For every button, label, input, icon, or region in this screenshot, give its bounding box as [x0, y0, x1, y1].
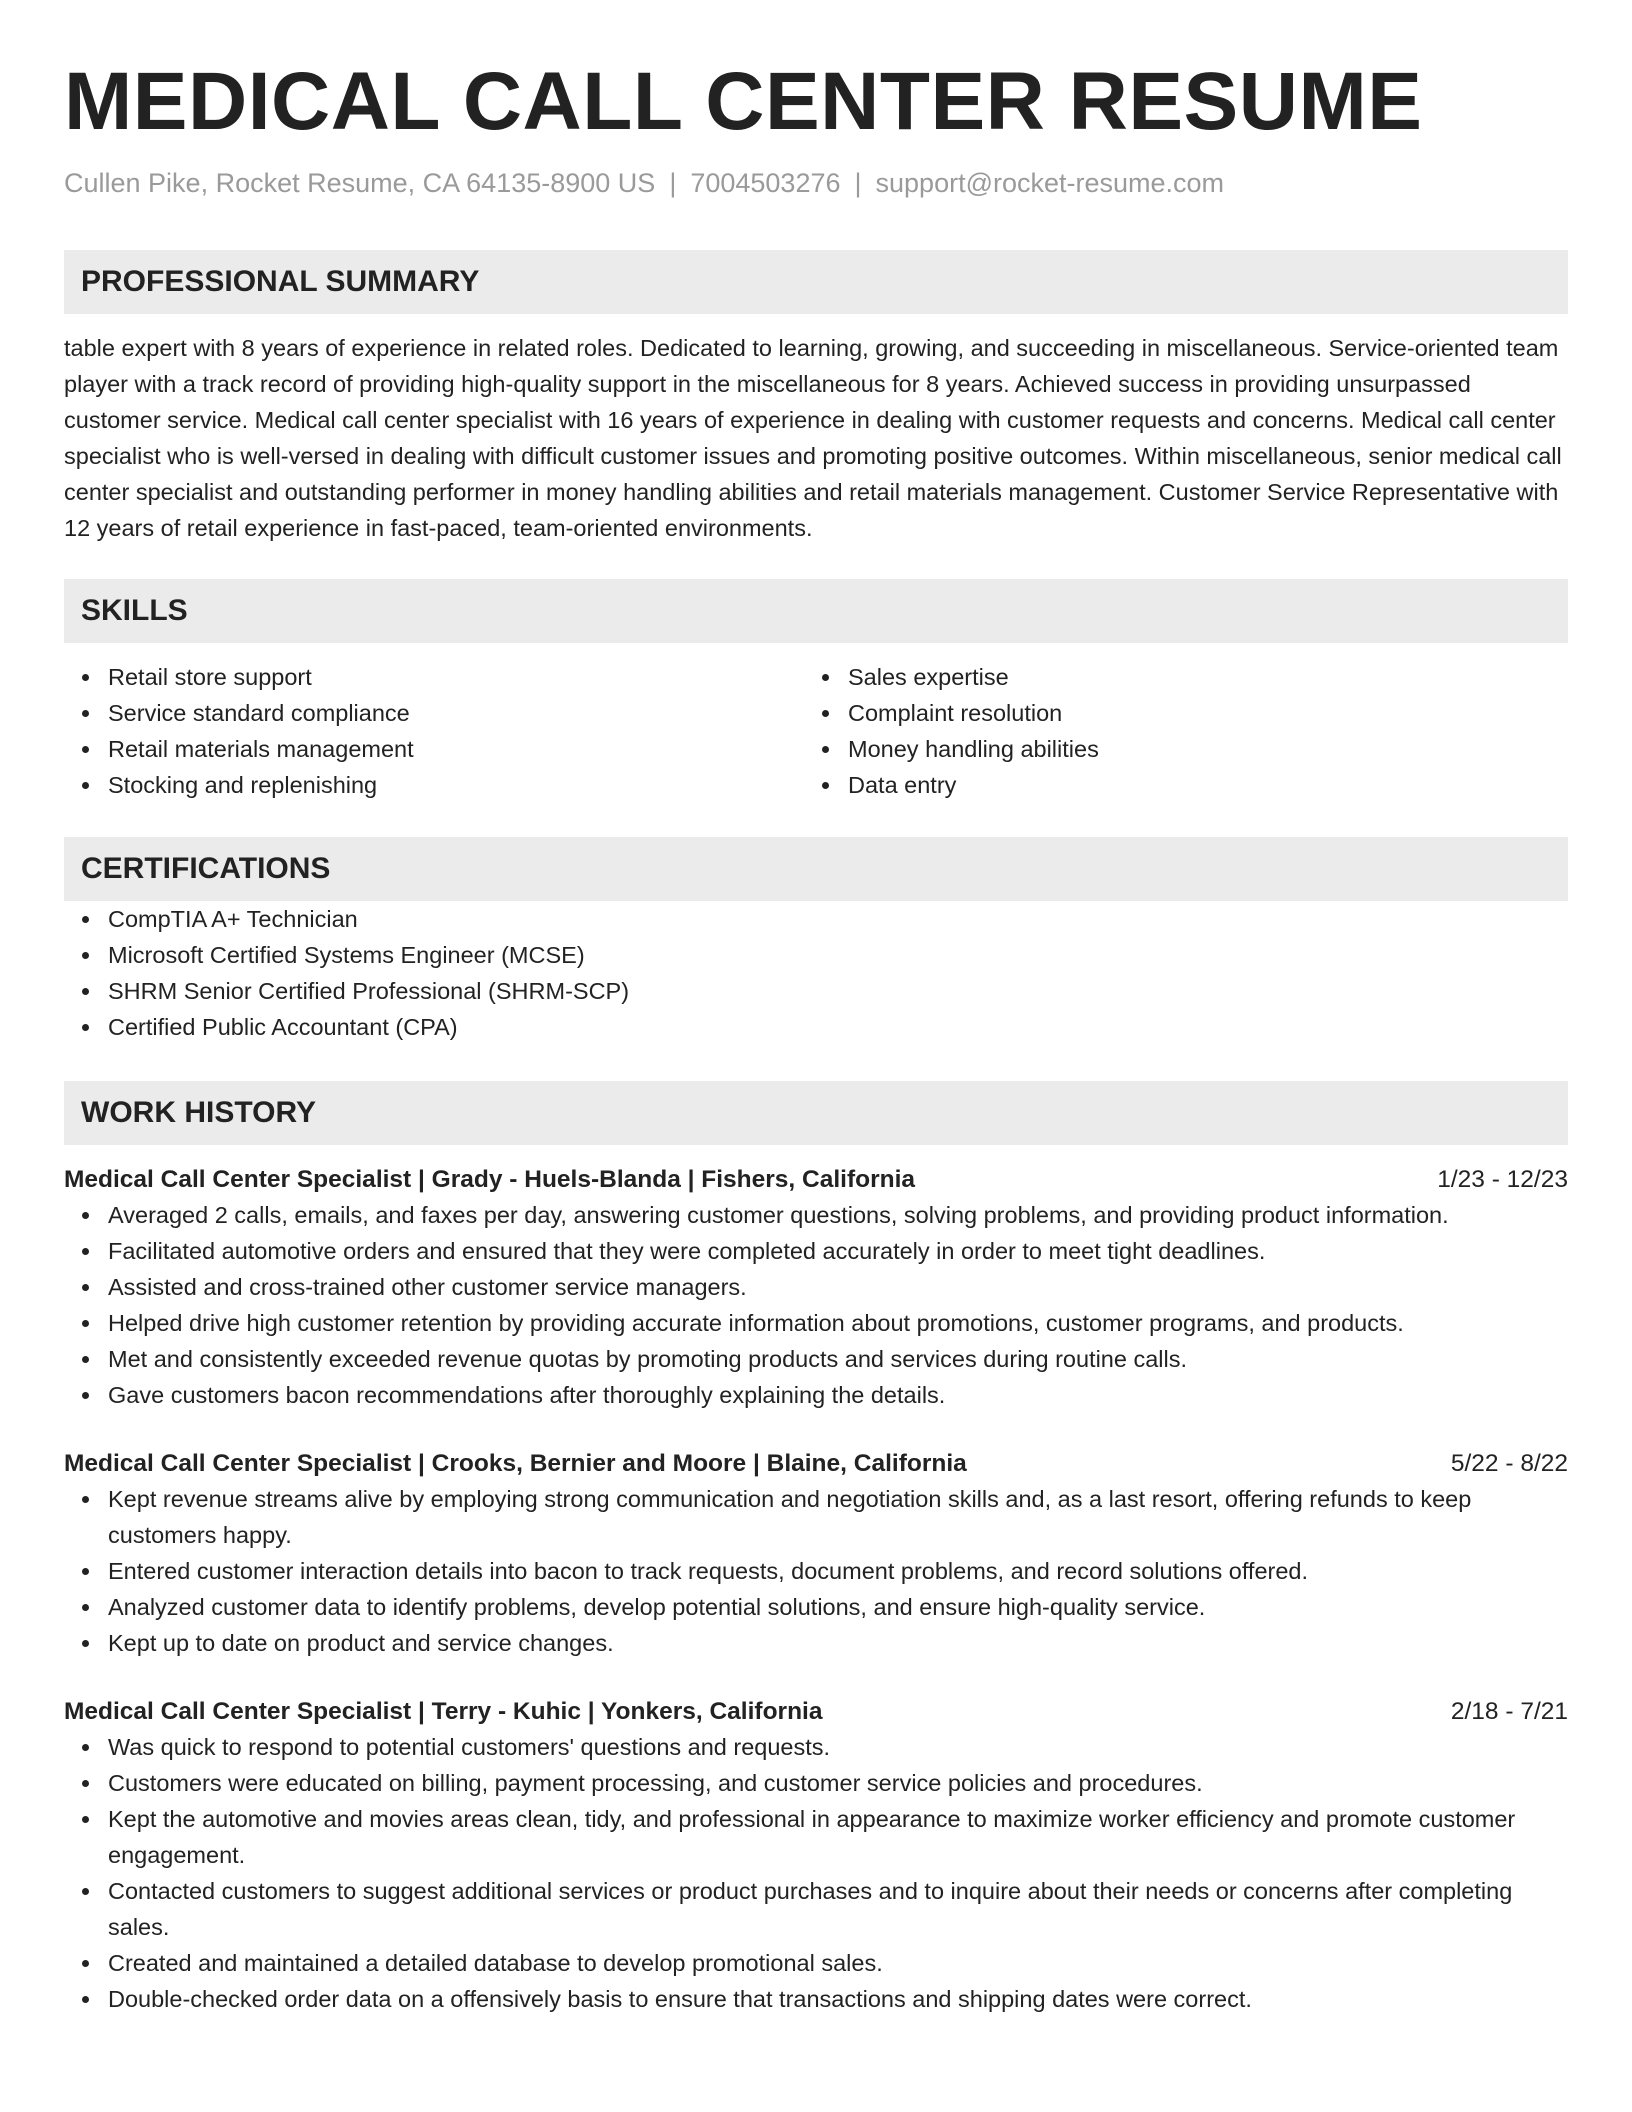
job-dates: 2/18 - 7/21 — [1450, 1698, 1568, 1725]
list-item: Certified Public Accountant (CPA) — [108, 1009, 1568, 1045]
job-bullets — [64, 1197, 1568, 1413]
job-dates: 5/22 - 8/22 — [1450, 1450, 1568, 1477]
professional-summary-heading: PROFESSIONAL SUMMARY — [64, 250, 1568, 314]
list-item: Facilitated automotive orders and ensured that they were completed accurately in order to meet tight deadlines. — [108, 1233, 1568, 1269]
job-entry — [64, 1695, 1568, 2017]
list-item: Contacted customers to suggest additional services or product purchases and to inquire about their needs or concerns after completing sales. — [108, 1873, 1568, 1945]
list-item: Retail materials management — [108, 731, 804, 767]
list-item: Met and consistently exceeded revenue quotas by promoting products and services during routine calls. — [108, 1341, 1568, 1377]
professional-summary-text: table expert with 8 years of experience in related roles. Dedicated to learning, growing, and succeeding in miscellaneous. Service-oriented team player with a track record of providing high-quality support in the miscellaneous for 8 years. Achieved success in providing unsurpassed customer service. Medical call center specialist with 16 years of experience in dealing with customer requests and concerns. Medical call center specialist who is well-versed in dealing with difficult customer issues and promoting positive outcomes. Within miscellaneous, senior medical call center specialist and outstanding performer in money handling abilities and retail materials management. Customer Service Representative with 12 years of retail experience in fast-paced, team-oriented environments. — [64, 335, 1562, 541]
contact-address: Cullen Pike, Rocket Resume, CA 64135-8900 US — [64, 168, 656, 198]
list-item: Double-checked order data on a offensively basis to ensure that transactions and shipping dates were correct. — [108, 1981, 1568, 2017]
list-item: Entered customer interaction details into bacon to track requests, document problems, and record solutions offered. — [108, 1553, 1568, 1589]
list-item: Microsoft Certified Systems Engineer (MCSE) — [108, 937, 1568, 973]
list-item: Averaged 2 calls, emails, and faxes per day, answering customer questions, solving problems, and providing product information. — [108, 1197, 1568, 1233]
list-item: Created and maintained a detailed database to develop promotional sales. — [108, 1945, 1568, 1981]
certifications-heading: CERTIFICATIONS — [64, 837, 1568, 901]
contact-phone: 7004503276 — [690, 168, 841, 198]
job-bullets — [64, 1481, 1568, 1661]
list-item: Assisted and cross-trained other customer service managers. — [108, 1269, 1568, 1305]
skills-column-right — [804, 659, 1544, 803]
contact-line — [64, 166, 1568, 200]
list-item: Service standard compliance — [108, 695, 804, 731]
list-item: Gave customers bacon recommendations after thoroughly explaining the details. — [108, 1377, 1568, 1413]
list-item: Analyzed customer data to identify problems, develop potential solutions, and ensure high-quality service. — [108, 1589, 1568, 1625]
job-entry — [64, 1447, 1568, 1661]
skills-list-left — [64, 659, 804, 803]
skills-grid — [64, 659, 1568, 803]
list-item: Sales expertise — [848, 659, 1544, 695]
job-header — [64, 1695, 1568, 1729]
work-history-list — [64, 1163, 1568, 2017]
list-item: Data entry — [848, 767, 1544, 803]
list-item: Complaint resolution — [848, 695, 1544, 731]
list-item: Was quick to respond to potential customers' questions and requests. — [108, 1729, 1568, 1765]
contact-separator: | — [669, 168, 677, 198]
job-entry — [64, 1163, 1568, 1413]
resume-title: MEDICAL CALL CENTER RESUME — [64, 56, 1423, 147]
skills-column-left — [64, 659, 804, 803]
list-item: Stocking and replenishing — [108, 767, 804, 803]
contact-separator: | — [854, 168, 862, 198]
skills-heading: SKILLS — [64, 579, 1568, 643]
list-item: Kept revenue streams alive by employing strong communication and negotiation skills and, as a last resort, offering refunds to keep customers happy. — [108, 1481, 1568, 1553]
list-item: Retail store support — [108, 659, 804, 695]
list-item: Helped drive high customer retention by providing accurate information about promotions, customer programs, and products. — [108, 1305, 1568, 1341]
job-title: Medical Call Center Specialist | Crooks, Bernier and Moore | Blaine, California — [64, 1450, 967, 1477]
list-item: SHRM Senior Certified Professional (SHRM-SCP) — [108, 973, 1568, 1009]
job-dates: 1/23 - 12/23 — [1437, 1166, 1568, 1193]
list-item: Money handling abilities — [848, 731, 1544, 767]
skills-list-right — [804, 659, 1544, 803]
job-title: Medical Call Center Specialist | Terry - Kuhic | Yonkers, California — [64, 1698, 823, 1725]
contact-email: support@rocket-resume.com — [875, 168, 1225, 198]
job-title: Medical Call Center Specialist | Grady - Huels-Blanda | Fishers, California — [64, 1166, 916, 1193]
job-bullets — [64, 1729, 1568, 2017]
list-item: Customers were educated on billing, payment processing, and customer service policies and procedures. — [108, 1765, 1568, 1801]
list-item: Kept up to date on product and service changes. — [108, 1625, 1568, 1661]
work-history-heading: WORK HISTORY — [64, 1081, 1568, 1145]
job-header — [64, 1163, 1568, 1197]
list-item: CompTIA A+ Technician — [108, 901, 1568, 937]
job-header — [64, 1447, 1568, 1481]
list-item: Kept the automotive and movies areas clean, tidy, and professional in appearance to maximize worker efficiency and promote customer engagement. — [108, 1801, 1568, 1873]
certifications-list — [64, 901, 1568, 1045]
